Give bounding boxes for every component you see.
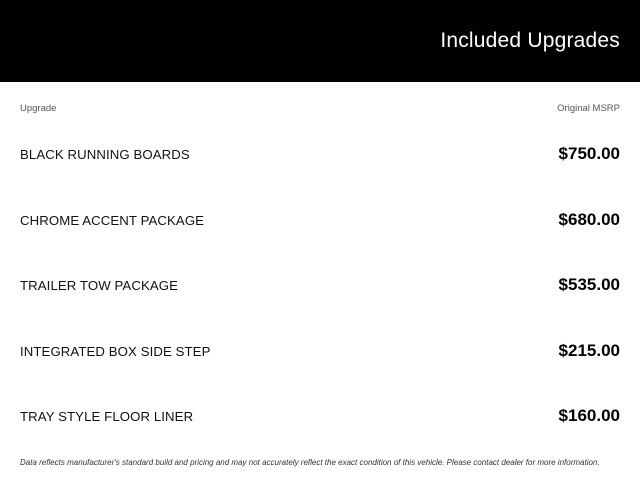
disclaimer-text: Data reflects manufacturer's standard build and pricing and may not accurately reflect the exact condition of this vehicle. Please contact dealer for more information. (20, 457, 600, 467)
upgrade-name: INTEGRATED BOX SIDE STEP (20, 343, 211, 359)
upgrades-list (20, 122, 620, 450)
upgrade-name: CHROME ACCENT PACKAGE (20, 212, 205, 228)
column-header-msrp: Original MSRP (557, 103, 620, 114)
table-row (20, 384, 620, 450)
table-row (20, 188, 620, 254)
upgrade-name: TRAY STYLE FLOOR LINER (20, 409, 194, 424)
upgrade-price: $535.00 (558, 275, 620, 294)
table-row (20, 253, 620, 319)
upgrade-price: $750.00 (558, 144, 620, 163)
upgrade-name: TRAILER TOW PACKAGE (20, 278, 178, 293)
table-row (20, 122, 620, 188)
upgrade-price: $160.00 (558, 406, 620, 425)
upgrade-price: $680.00 (558, 209, 620, 229)
table-column-headers (20, 103, 620, 114)
upgrade-name: BLACK RUNNING BOARDS (20, 147, 190, 162)
page-header (0, 0, 640, 82)
page-content (0, 82, 640, 480)
column-header-upgrade: Upgrade (20, 103, 57, 114)
page-title: Included Upgrades (440, 28, 620, 52)
upgrade-price: $215.00 (558, 340, 620, 360)
table-row (20, 319, 620, 385)
